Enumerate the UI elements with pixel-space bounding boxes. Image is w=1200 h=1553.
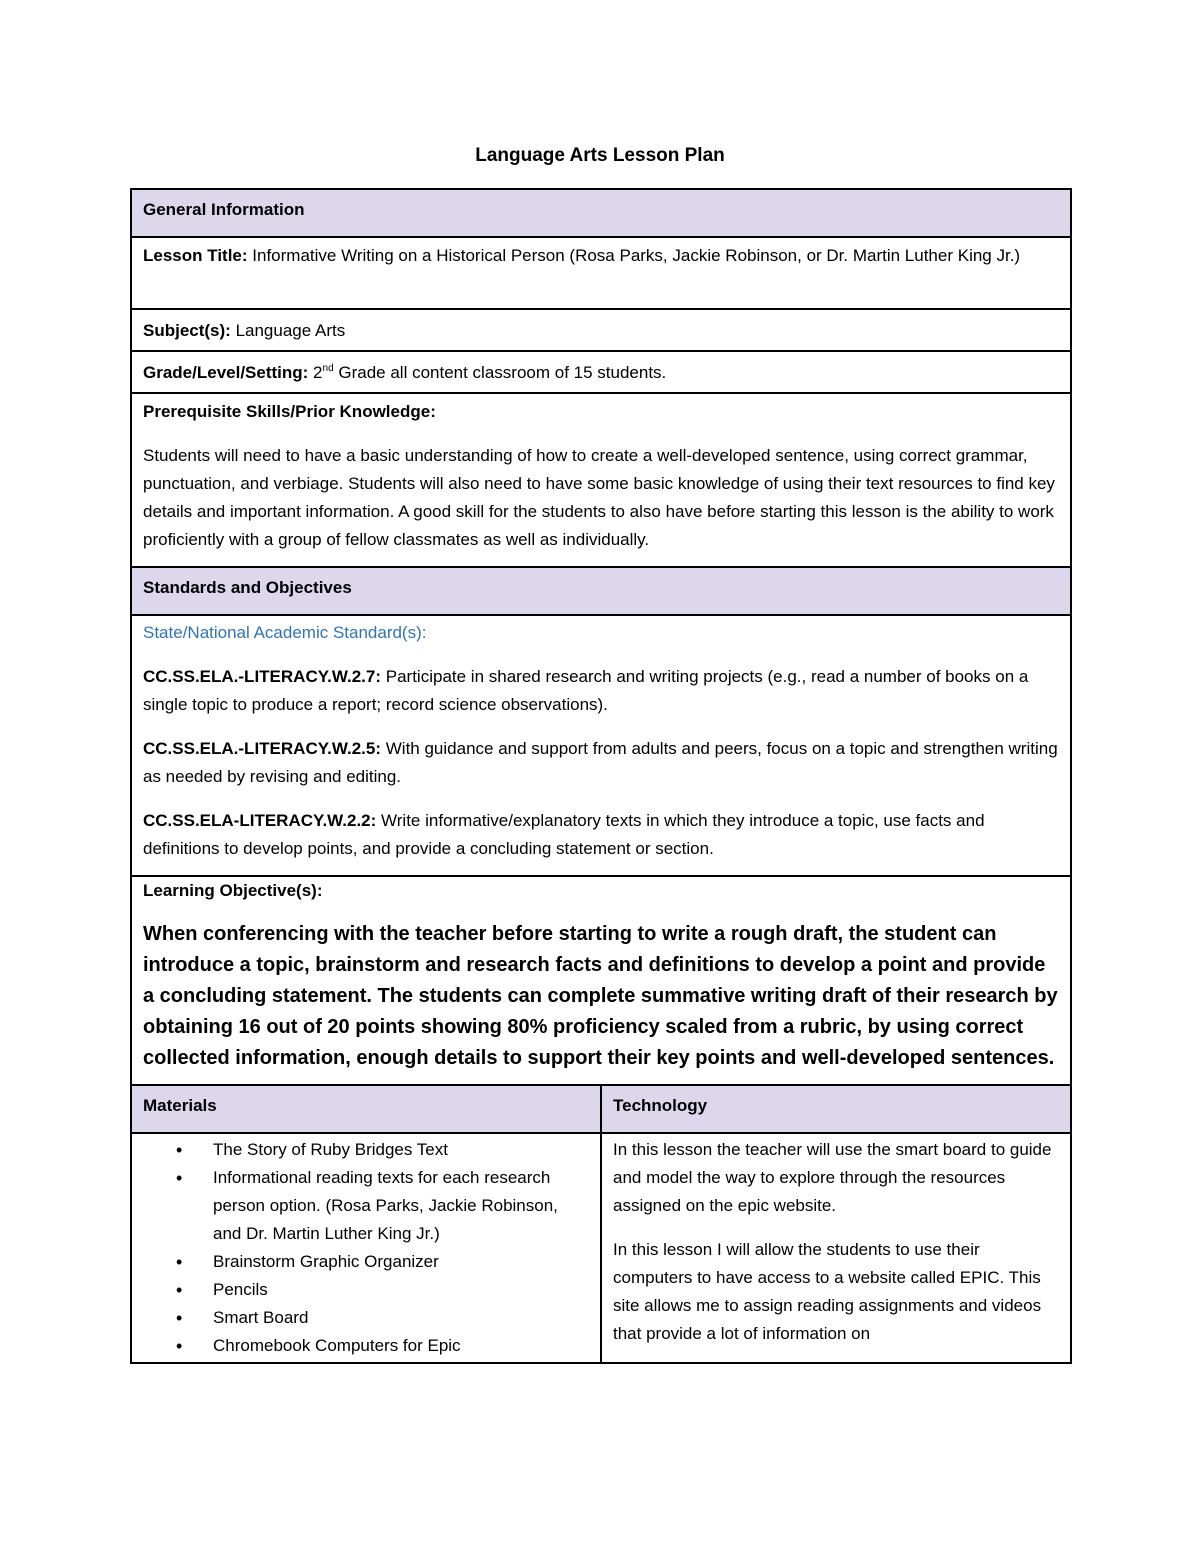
grade-cell [131, 351, 1071, 393]
general-information-heading: General Information [131, 189, 1071, 237]
lesson-title-value: Informative Writing on a Historical Person (Rosa Parks, Jackie Robinson, or Dr. Martin Luther King Jr.) [247, 246, 1021, 265]
lesson-title-row [131, 237, 1071, 309]
standards-row [131, 615, 1071, 876]
grade-value-ordinal: nd [322, 363, 334, 374]
materials-heading: Materials [131, 1085, 601, 1133]
list-item: • Pencils [143, 1276, 589, 1304]
standard-text: Write informative/explanatory texts in which they introduce a topic, use facts and definitions to develop points, and provide a concluding statement or section. [143, 811, 985, 858]
standard-text: With guidance and support from adults and peers, focus on a topic and strengthen writing as needed by revising and editing. [143, 739, 1058, 786]
materials-cell [131, 1133, 601, 1363]
standard-code: CC.SS.ELA-LITERACY.W.2.2: [143, 811, 377, 830]
lesson-plan-table [130, 188, 1072, 1364]
technology-heading: Technology [601, 1085, 1071, 1133]
technology-paragraph: In this lesson I will allow the students to use their computers to have access to a website called EPIC. This site allows me to assign reading assignments and videos that provide a lot of information on [613, 1240, 1042, 1343]
materials-technology-row [131, 1133, 1071, 1363]
standards-label: State/National Academic Standard(s): [143, 623, 427, 642]
grade-value-text: Grade all content classroom of 15 students. [333, 363, 667, 382]
materials-technology-header-row [131, 1085, 1071, 1133]
standard-item [143, 663, 1059, 719]
list-item: • Chromebook Computers for Epic [143, 1332, 589, 1360]
learning-objectives-row [131, 876, 1071, 1085]
grade-label: Grade/Level/Setting: [143, 363, 309, 382]
prerequisite-row [131, 393, 1071, 567]
standard-text: Participate in shared research and writing projects (e.g., read a number of books on a single topic to produce a report; record science observations). [143, 667, 1029, 714]
list-item: • Brainstorm Graphic Organizer [143, 1248, 589, 1276]
standards-cell [131, 615, 1071, 876]
grade-row [131, 351, 1071, 393]
materials-list [143, 1136, 589, 1360]
standard-item [143, 735, 1059, 791]
technology-paragraph: In this lesson the teacher will use the smart board to guide and model the way to explore through the resources assigned on the epic website. [613, 1140, 1052, 1215]
lesson-title-cell [131, 237, 1071, 309]
technology-cell [601, 1133, 1071, 1363]
learning-objectives-label: Learning Objective(s): [143, 881, 323, 900]
subjects-value: Language Arts [230, 321, 346, 340]
standard-item [143, 807, 1059, 863]
prerequisite-text: Students will need to have a basic understanding of how to create a well-developed sentence, using correct grammar, punctuation, and verbiage. Students will also need to have some basic knowledge of using their text resources to find key details and important information. A good skill for the students to also have before starting this lesson is the ability to work proficiently with a group of fellow classmates as well as individually. [143, 446, 1055, 549]
standard-code: CC.SS.ELA.-LITERACY.W.2.7: [143, 667, 382, 686]
subjects-row [131, 309, 1071, 351]
general-information-header-row [131, 189, 1071, 237]
standards-objectives-header-row [131, 567, 1071, 615]
grade-value-number: 2 [308, 363, 323, 382]
list-item: • Informational reading texts for each research person option. (Rosa Parks, Jackie Robinson, and Dr. Martin Luther King Jr.) [143, 1164, 589, 1248]
learning-objectives-cell [131, 876, 1071, 1085]
learning-objective-text: When conferencing with the teacher before starting to write a rough draft, the student can introduce a topic, brainstorm and research facts and definitions to develop a point and provide a concluding statement. The students can complete summative writing draft of their research by obtaining 16 out of 20 points showing 80% proficiency scaled from a rubric, by using correct collected information, enough details to support their key points and well-developed sentences. [143, 923, 1058, 1069]
subjects-cell [131, 309, 1071, 351]
standards-objectives-heading: Standards and Objectives [131, 567, 1071, 615]
prerequisite-cell [131, 393, 1071, 567]
list-item: • The Story of Ruby Bridges Text [143, 1136, 589, 1164]
list-item: • Smart Board [143, 1304, 589, 1332]
subjects-label: Subject(s): [143, 321, 231, 340]
prerequisite-label: Prerequisite Skills/Prior Knowledge: [143, 402, 436, 421]
document-title: Language Arts Lesson Plan [475, 145, 725, 166]
lesson-title-label: Lesson Title: [143, 246, 248, 265]
standard-code: CC.SS.ELA.-LITERACY.W.2.5: [143, 739, 382, 758]
